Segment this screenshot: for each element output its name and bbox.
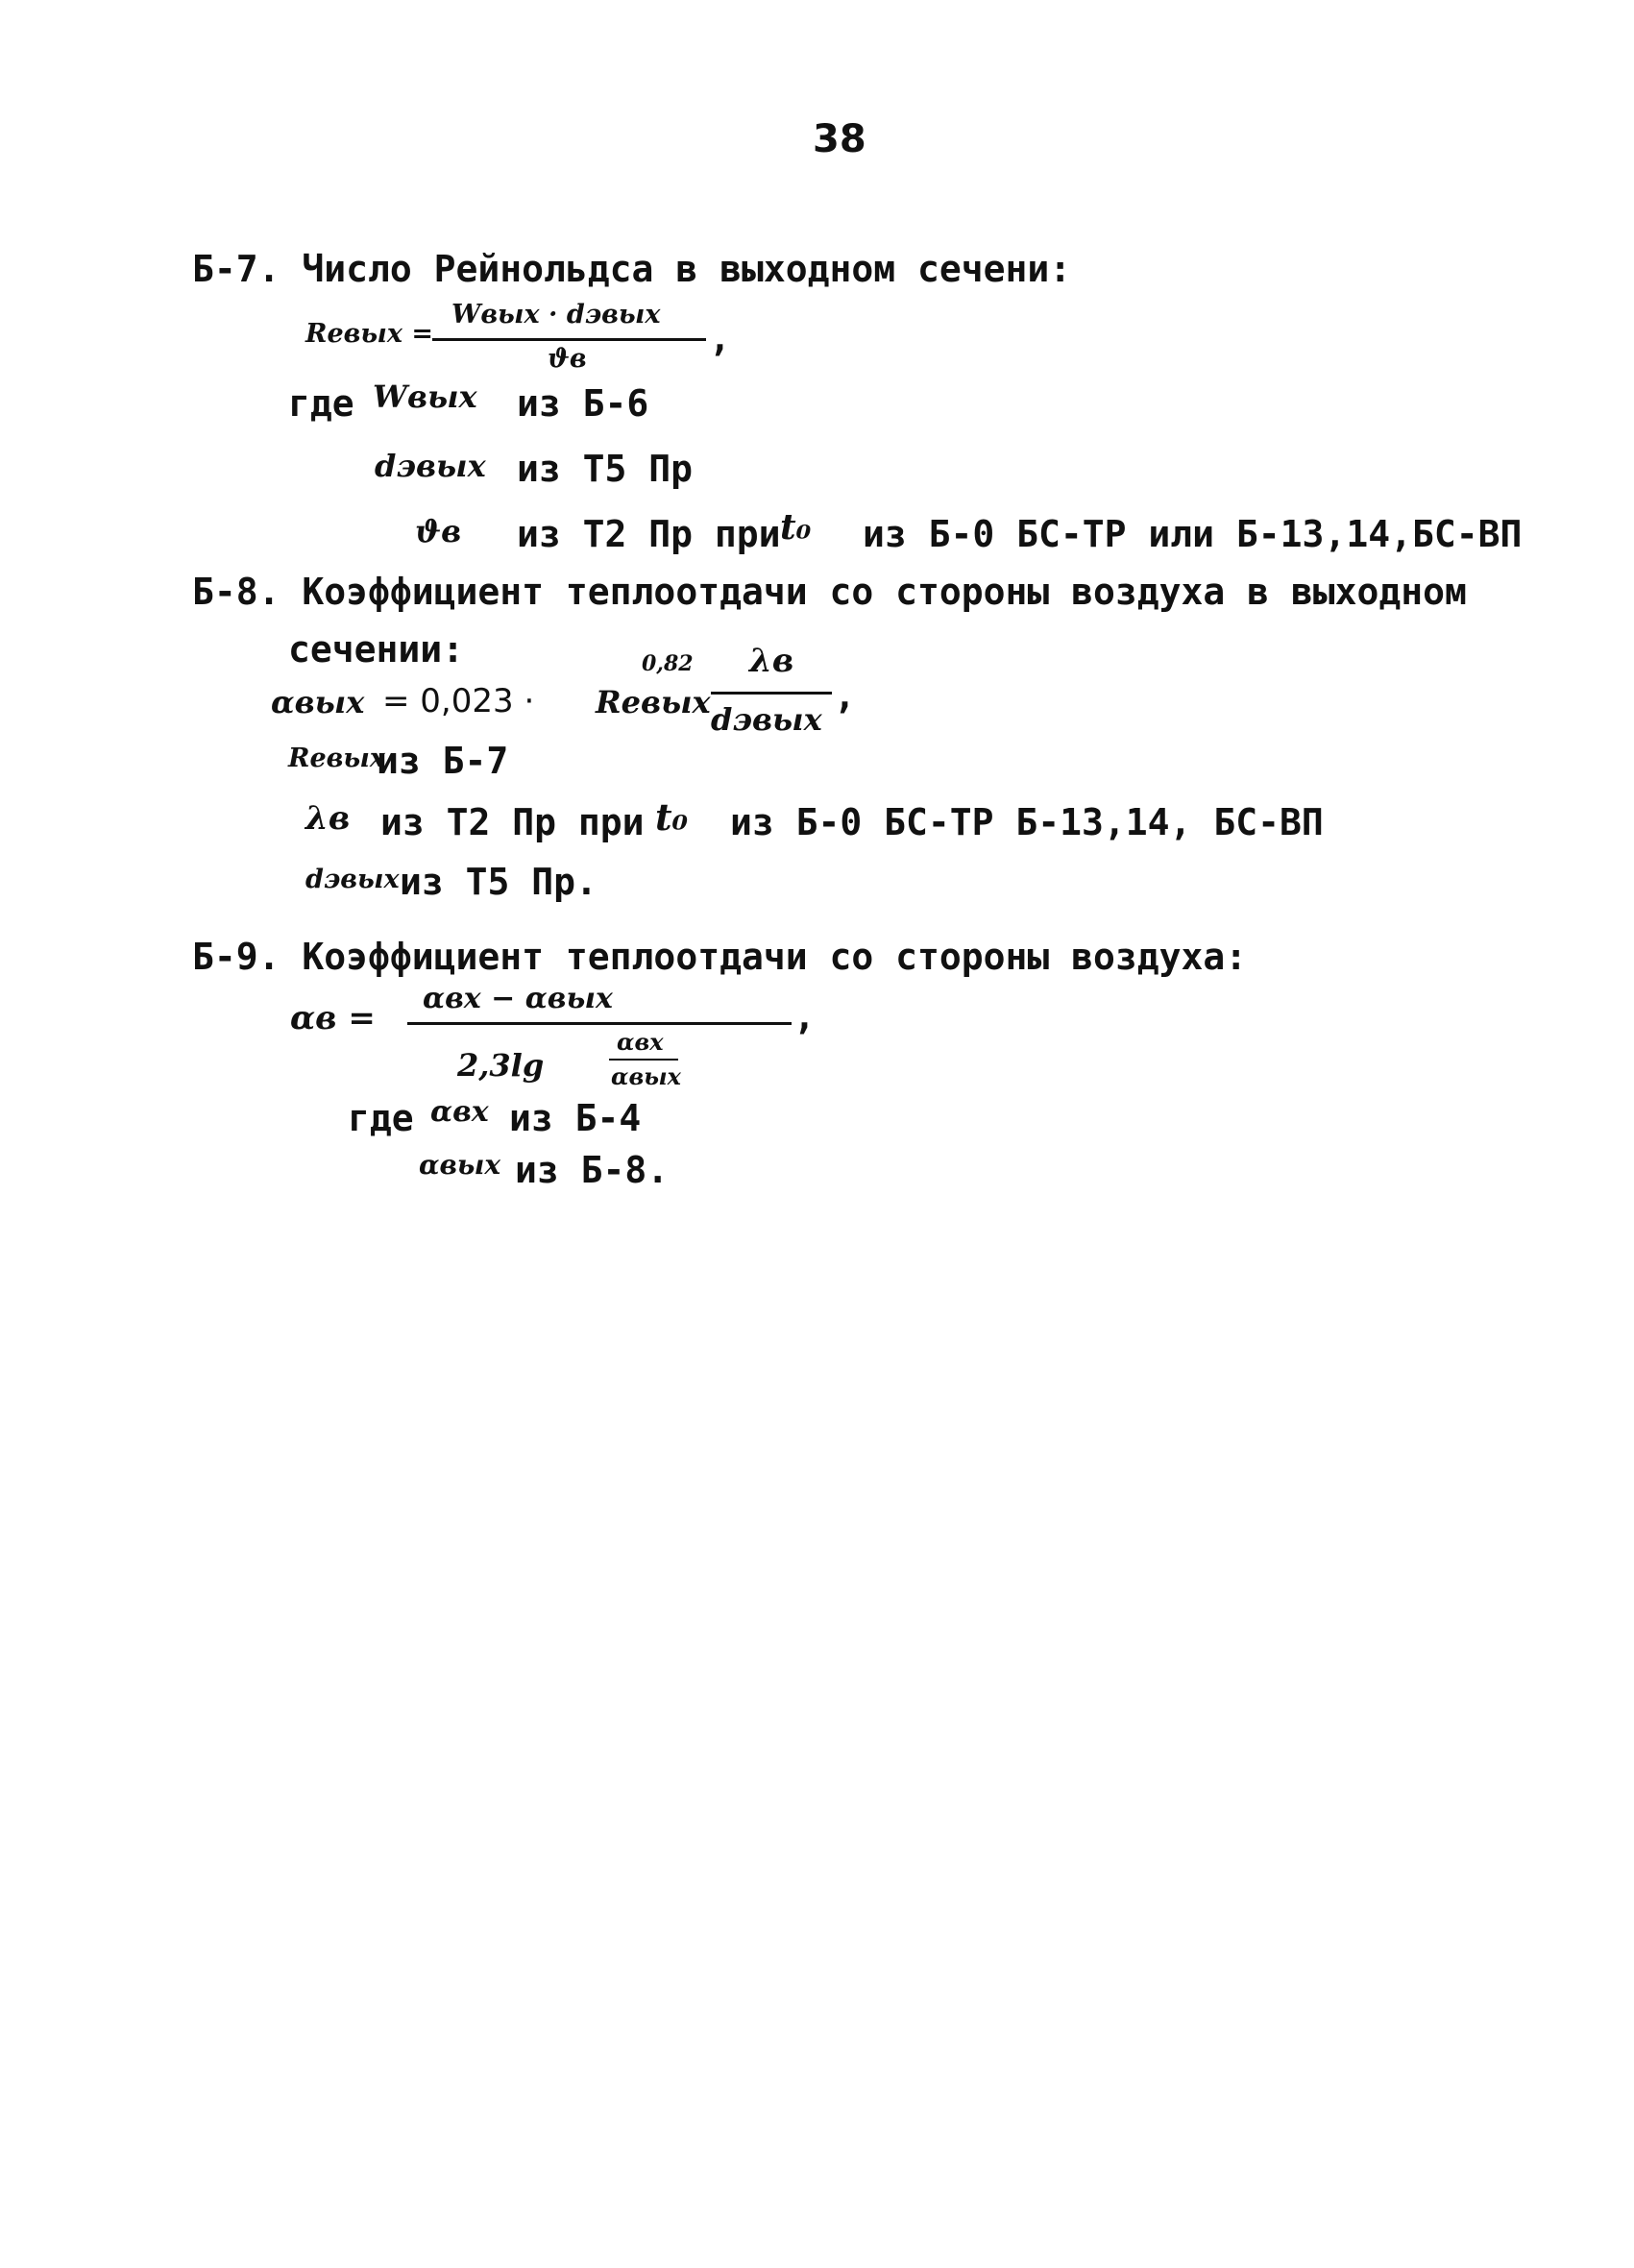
page-number: 38	[813, 117, 866, 161]
b9-ax-symbol: αвх	[430, 1095, 489, 1129]
b9-aout-source: из Б-8.	[515, 1149, 670, 1191]
b7-formula-numerator: Wвых · dэвых	[451, 300, 661, 329]
b8-formula-lhs: αвых	[271, 684, 365, 720]
section-b8-title: Б-8. Коэффициент теплоотдачи со стороны воздуха в выходном	[192, 571, 1467, 613]
b8-re-source: из Б-7	[377, 740, 509, 782]
b8-d-symbol: dэвых	[305, 865, 400, 894]
b7-w-source: из Б-6	[517, 382, 649, 425]
b9-ax-source: из Б-4	[509, 1097, 642, 1139]
b8-t-symbol: t₀	[655, 795, 689, 839]
b7-where-label: где	[288, 382, 354, 425]
b8-formula-comma: ,	[834, 674, 856, 717]
b9-where-label: где	[348, 1097, 414, 1139]
b9-fraction-bar	[407, 1022, 792, 1025]
b9-formula-numerator: αвх − αвых	[423, 982, 613, 1015]
b9-inner-numerator: αвх	[617, 1028, 664, 1056]
section-b8-title-cont: сечении:	[288, 628, 465, 671]
b9-formula-comma: ,	[793, 995, 816, 1037]
section-b7-title: Б-7. Число Рейнольдса в выходном сечени:	[192, 248, 1072, 290]
b9-inner-denominator: αвых	[611, 1062, 681, 1090]
section-b9-title: Б-9. Коэффициент теплоотдачи со стороны воздуха:	[192, 936, 1248, 978]
b8-re-symbol: Reвых	[288, 744, 385, 773]
b9-formula-lhs: αв =	[290, 999, 376, 1037]
b7-formula-comma: ,	[709, 317, 731, 359]
b7-t-symbol: t₀	[780, 507, 812, 548]
b8-formula-coefficient: = 0,023 ·	[382, 682, 535, 720]
b7-nu-source: из Т2 Пр при	[517, 513, 781, 555]
b7-w-symbol: Wвых	[373, 378, 477, 415]
b7-d-symbol: dэвых	[375, 448, 486, 484]
b7-formula-lhs: Reвых =	[305, 319, 433, 349]
b9-aout-symbol: αвых	[419, 1149, 501, 1181]
b8-formula-re: Reвых	[596, 684, 711, 720]
b8-lambda-symbol: λв	[305, 799, 351, 838]
b8-formula-numerator: λв	[749, 642, 794, 680]
b8-d-source: из Т5 Пр.	[400, 861, 598, 903]
b7-d-source: из Т5 Пр	[517, 448, 694, 490]
b8-formula-exponent: 0,82	[642, 651, 694, 676]
b7-t-source: из Б-0 БС-ТР или Б-13,14,БС-ВП	[863, 513, 1523, 555]
b8-fraction-bar	[711, 692, 832, 695]
b8-formula-denominator: dэвых	[711, 701, 822, 738]
b8-t-source: из Б-0 БС-ТР Б-13,14, БС-ВП	[730, 801, 1324, 843]
b9-denominator-prefix: 2,3lg	[457, 1047, 545, 1084]
b8-lambda-source: из Т2 Пр при	[380, 801, 645, 843]
b7-formula-denominator: ϑв	[548, 344, 587, 374]
b7-nu-symbol: ϑв	[415, 513, 462, 549]
b9-inner-fraction-bar	[609, 1059, 678, 1061]
b7-fraction-bar	[432, 338, 706, 341]
